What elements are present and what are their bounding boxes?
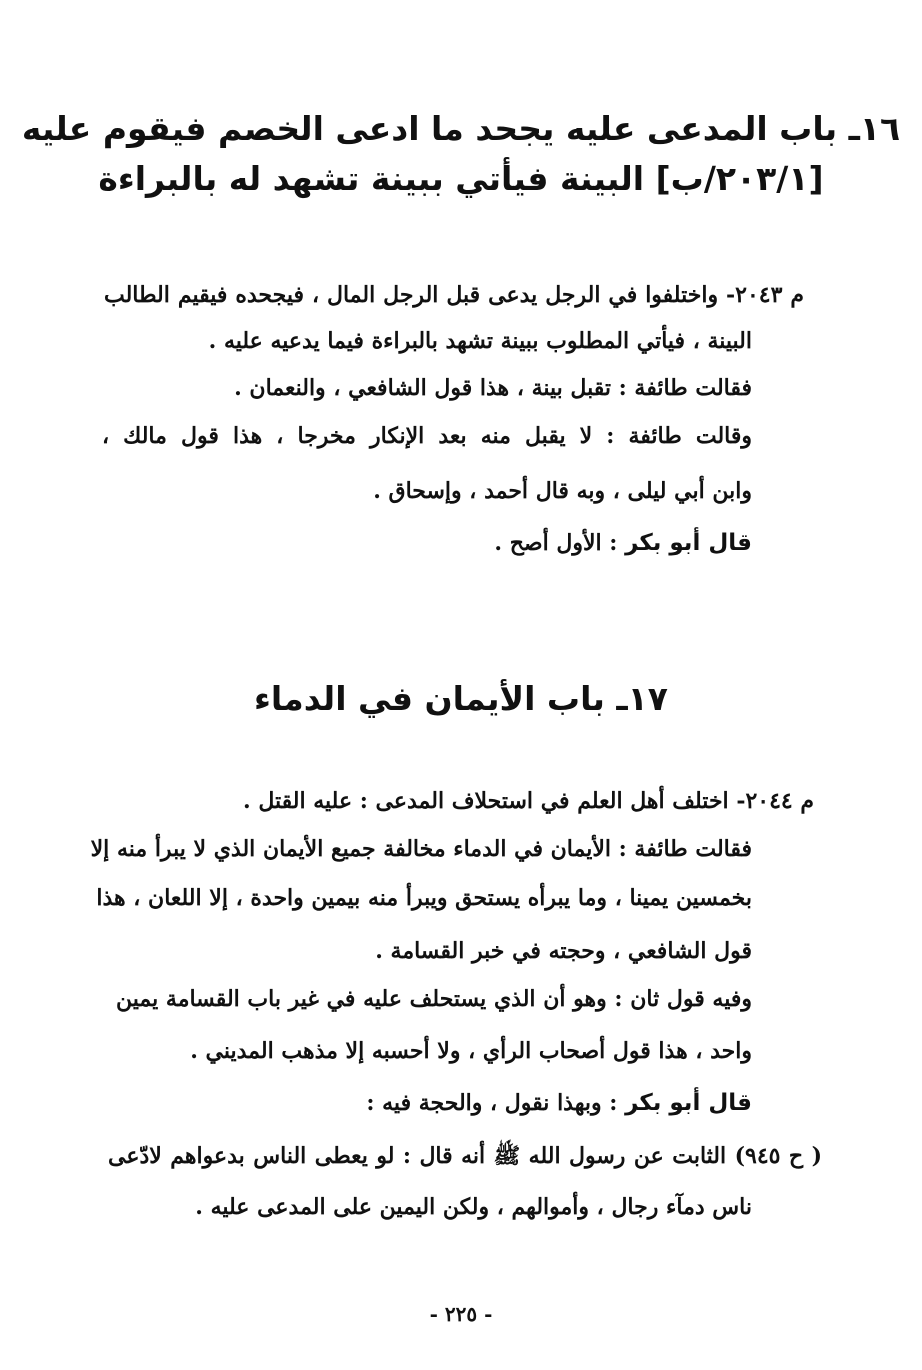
hadith-945-line-1: ( ح ٩٤٥) الثابت عن رسول الله ﷺ أنه قال : لو يعطى الناس بدعواهم لادّعى [108,1143,822,1169]
entry-2043-line-5: وابن أبي ليلى ، وبه قال أحمد ، وإسحاق . [373,478,752,504]
entry-2044-line-4: قول الشافعي ، وحجته في خبر القسامة . [375,938,752,964]
section-17-heading: ١٧ـ باب الأيمان في الدماء [254,679,668,718]
entry-2043-line-3: فقالت طائفة : تقبل بينة ، هذا قول الشافعي ، والنعمان . [234,375,752,401]
entry-2043-line-6-text: : الأول أصح . [494,530,626,556]
entry-2043-line-2: البينة ، فيأتي المطلوب ببينة تشهد بالبراءة فيما يدعيه عليه . [208,328,752,354]
entry-2044-line-1: م ٢٠٤٤- اختلف أهل العلم في استحلاف المدعى : عليه القتل . [243,788,814,814]
entry-2044-line-2: فقالت طائفة : الأيمان في الدماء مخالفة جميع الأيمان الذي لا يبرأ منه إلا [90,836,752,862]
entry-2044-line-6: واحد ، هذا قول أصحاب الرأي ، ولا أحسبه إلا مذهب المديني . [190,1038,752,1064]
entry-2044-line-5: وفيه قول ثان : وهو أن الذي يستحلف عليه في غير باب القسامة يمين [116,986,752,1012]
hadith-945-line-2: ناس دمآء رجال ، وأموالهم ، ولكن اليمين على المدعى عليه . [195,1194,752,1220]
abu-bakr-label: قال أبو بكر [625,1090,752,1116]
entry-2044-line-3: بخمسين يمينا ، وما يبرأه يستحق ويبرأ منه بيمين واحدة ، إلا اللعان ، هذا [96,885,752,911]
entry-2043-line-1: م ٢٠٤٣- واختلفوا في الرجل يدعى قبل الرجل المال ، فيجحده فيقيم الطالب [104,282,805,308]
entry-2043-line-6 [494,532,752,555]
entry-2043-line-4: وقالت طائفة : لا يقبل منه بعد الإنكار مخرجا ، هذا قول مالك ، [102,423,752,449]
page-number: - ٢٢٥ - [429,1302,493,1326]
entry-2044-line-7-text: : وبهذا نقول ، والحجة فيه : [366,1090,626,1116]
abu-bakr-label: قال أبو بكر [625,530,752,556]
section-16-heading-line-2: [٢٠٣/١/ب] البينة فيأتي ببينة تشهد له بالبراءة [98,159,824,198]
entry-2044-line-7 [366,1092,752,1115]
section-16-heading-line-1: ١٦ـ باب المدعى عليه يجحد ما ادعى الخصم فيقوم عليه [21,109,901,148]
